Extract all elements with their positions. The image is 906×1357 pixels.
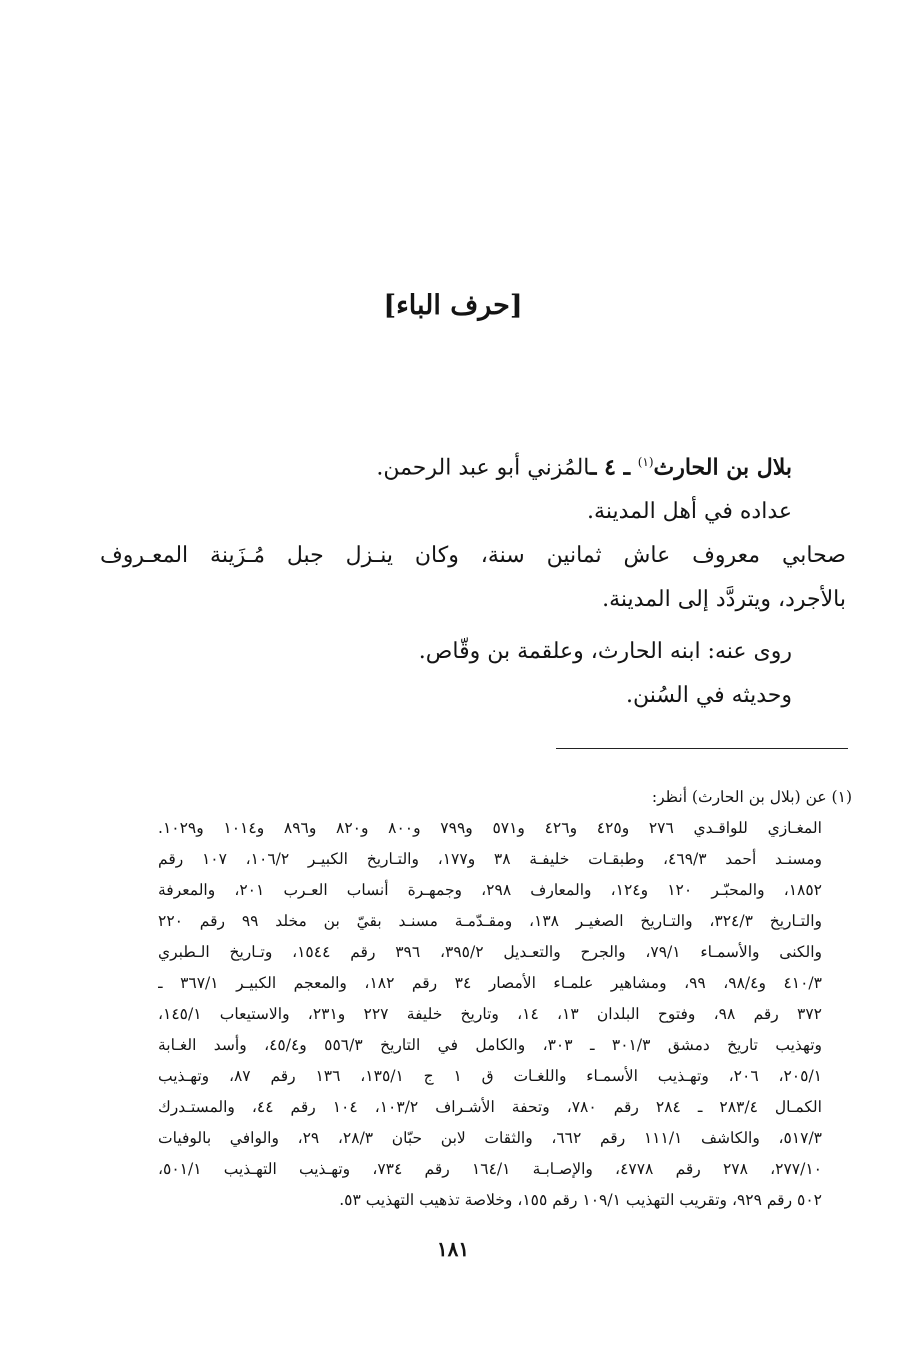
entry-heading-line: [100, 440, 792, 490]
footnote-line: وتهذيب تاريخ دمشق ٣٠١/٣ ـ ٣٠٣، والكامل في التاريخ ٥٥٦/٣ و٤٥/٤، وأسد الغـابة: [158, 1036, 822, 1054]
entry-line: صحابي معروف عاش ثمانين سنة، وكان ينـزل جبل مُـزَينة المعـروف: [100, 543, 846, 569]
footnote-line: ٥١٧/٣، والكاشف ١١١/١ رقم ٦٦٢، والثقات لابن حبّان ٢٨/٣، ٢٩، والوافي بالوفيات: [158, 1129, 823, 1147]
footnote-body: [158, 813, 848, 1216]
footnote-line: المغـازي للواقـدي ٢٧٦ و٤٢٥ و٤٢٦ و٥٧١ و٧٩٩ و٨٠٠ و٨٢٠ و٨٩٦ و١٠١٤ و١٠٢٩.: [158, 819, 822, 837]
page-number: ١٨١: [436, 1237, 470, 1261]
footnote-line: ٢٧٧/١٠، ٢٧٨ رقم ٤٧٧٨، والإصـابـة ١٦٤/١ رقم ٧٣٤، وتهـذيب التهـذيب ٥٠١/١،: [158, 1160, 823, 1178]
footnote-line: والتـاريخ ٣٢٤/٣، والتـاريخ الصغيـر ١٣٨، ومقـدّمـة مسنـد بقيّ بن مخلد ٩٩ رقم ٢٢٠: [158, 912, 823, 930]
entry-name: بلال بن الحارث: [653, 454, 792, 481]
biography-entry: [100, 440, 846, 718]
footnote-line: ١٨٥٢، والمحبّـر ١٢٠ و١٢٤، والمعارف ٢٩٨، وجمهـرة أنساب العـرب ٢٠١، والمعرفة: [158, 881, 823, 899]
entry-line: وحديثه في السُنن.: [626, 683, 792, 709]
footnote-line: ٢٠٥/١، ٢٠٦، وتهـذيب الأسمـاء واللغـات ق ١ ج ١٣٥/١، ١٣٦ رقم ٨٧، وتهـذيب: [158, 1067, 823, 1085]
footnotes: [158, 782, 852, 1216]
footnote-heading: (١) عن (بلال بن الحارث) أنظر:: [651, 788, 852, 806]
entry-number: ـ ٤ ـ: [589, 454, 638, 481]
footnote-separator: [556, 748, 848, 749]
footnote-line: ٥٠٢ رقم ٩٢٩، وتقريب التهذيب ١٠٩/١ رقم ١٥٥، وخلاصة تذهيب التهذيب ٥٣.: [339, 1191, 822, 1209]
footnote-line: ومسنـد أحمد ٤٦٩/٣، وطبقـات خليفـة ٣٨ و١٧٧، والتـاريخ الكبيـر ١٠٦/٢، ١٠٧ رقم: [158, 850, 822, 868]
entry-line: عداده في أهل المدينة.: [587, 499, 792, 525]
entry-line: روى عنه: ابنه الحارث، وعلقمة بن وقّاص.: [418, 639, 792, 665]
footnote-marker: (١): [637, 455, 654, 469]
footnote-line: الكمـال ٢٨٣/٤ ـ ٢٨٤ رقم ٧٨٠، وتحفة الأشـراف ١٠٣/٢، ١٠٤ رقم ٤٤، والمستـدرك: [158, 1098, 822, 1116]
footnote-line: والكنى والأسمـاء ٧٩/١، والجرح والتعـديل ٣٩٥/٢، ٣٩٦ رقم ١٥٤٤، وتـاريخ الـطبري: [158, 943, 822, 961]
footnote-line: ٣٧٢ رقم ٩٨، وفتوح البلدان ١٣، ١٤، وتاريخ خليفة ٢٢٧ و٢٣١، والاستيعاب ١٤٥/١،: [158, 1005, 823, 1023]
entry-name-rest: المُزني أبو عبد الرحمن.: [376, 455, 590, 481]
section-title: [حرف الباء]: [383, 290, 523, 321]
entry-line: بالأجرد، ويتردَّد إلى المدينة.: [602, 587, 846, 613]
footnote-line: ٤١٠/٣ و٩٨/٤، ٩٩، ومشاهير علمـاء الأمصار ٣٤ رقم ١٨٢، والمعجم الكبيـر ٣٦٧/١ ـ: [158, 974, 822, 992]
